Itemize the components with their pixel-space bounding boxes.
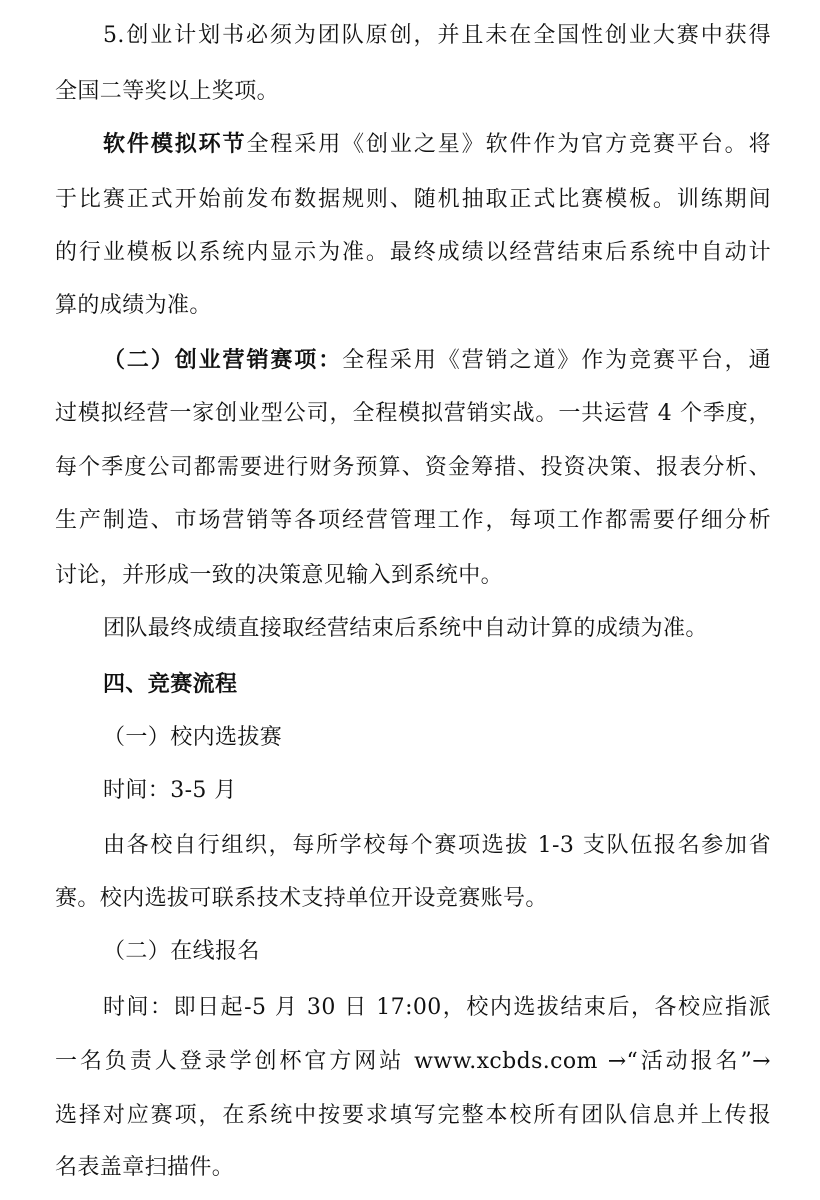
paragraph-line: 每个季度公司都需要进行财务预算、资金筹措、投资决策、报表分析、	[55, 455, 771, 480]
subsection-heading: （二）在线报名	[103, 939, 260, 964]
paragraph-line: 名表盖章扫描件。	[55, 1155, 235, 1180]
paragraph-line: 一名负责人登录学创杯官方网站 www.xcbds.com →“活动报名”→	[55, 1049, 771, 1074]
section-heading: 四、竞赛流程	[103, 671, 238, 697]
paragraph-line: 于比赛正式开始前发布数据规则、随机抽取正式比赛模板。训练期间	[55, 187, 771, 212]
paragraph-line: 全国二等奖以上奖项。	[55, 79, 280, 104]
subsection-heading: （一）校内选拔赛	[103, 725, 283, 750]
paragraph-line: 团队最终成绩直接取经营结束后系统中自动计算的成绩为准。	[103, 616, 708, 641]
paragraph-line: 过模拟经营一家创业型公司，全程模拟营销实战。一共运营 4 个季度，	[55, 401, 771, 426]
paragraph-line: （二）创业营销赛项：全程采用《营销之道》作为竞赛平台，通	[103, 347, 771, 373]
paragraph-line: 赛。校内选拔可联系技术支持单位开设竞赛账号。	[55, 886, 548, 911]
paragraph-line: 由各校自行组织，每所学校每个赛项选拔 1-3 支队伍报名参加省	[103, 833, 771, 858]
paragraph-line: 讨论，并形成一致的决策意见输入到系统中。	[55, 563, 504, 588]
paragraph-line: 时间：3-5 月	[103, 778, 237, 803]
paragraph-line: 软件模拟环节全程采用《创业之星》软件作为官方竞赛平台。将	[103, 131, 771, 157]
paragraph-line: 生产制造、市场营销等各项经营管理工作，每项工作都需要仔细分析	[55, 508, 771, 533]
bold-lead: 软件模拟环节	[103, 131, 247, 157]
paragraph-line: 时间：即日起-5 月 30 日 17:00，校内选拔结束后，各校应指派	[103, 995, 771, 1020]
paragraph-line: 算的成绩为准。	[55, 293, 212, 318]
paragraph-line: 的行业模板以系统内显示为准。最终成绩以经营结束后系统中自动计	[55, 240, 771, 265]
bold-lead: （二）创业营销赛项：	[103, 347, 343, 373]
paragraph-line: 选择对应赛项，在系统中按要求填写完整本校所有团队信息并上传报	[55, 1103, 771, 1128]
paragraph-line: 5.创业计划书必须为团队原创，并且未在全国性创业大赛中获得	[103, 23, 771, 48]
